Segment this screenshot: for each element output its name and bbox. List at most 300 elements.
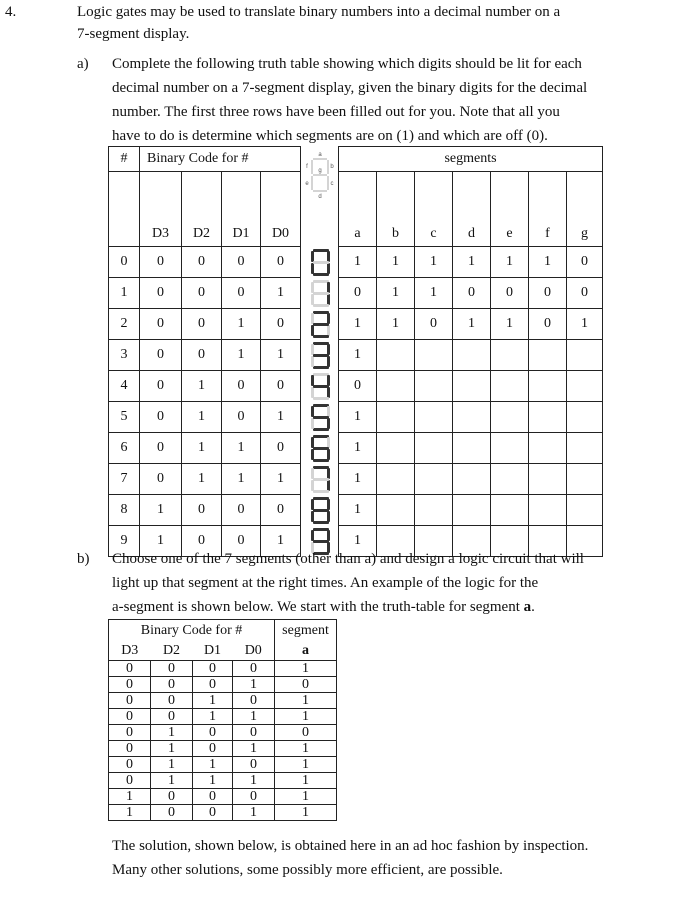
bit-cell-d2: 0: [182, 278, 222, 309]
segment-cell-f: [529, 433, 567, 464]
segment-a-truth-table: [108, 619, 337, 821]
segment-f: [311, 282, 314, 293]
seven-segment-digit-5: [307, 402, 333, 433]
bit-cell-d0: 1: [261, 526, 301, 557]
legend-segment-g: [313, 174, 327, 176]
segment-g: [313, 385, 329, 388]
bit-cell-d3: 0: [140, 278, 182, 309]
t2-segment-a-cell: 1: [275, 805, 337, 821]
segment-c: [327, 387, 330, 398]
segment-cell-c: 0: [415, 309, 453, 340]
segment-d: [313, 335, 329, 338]
part-b-line-1: Choose one of the 7 segments (other than a) and design a logic circuit that will: [112, 551, 584, 567]
digit-display-cell: [301, 340, 339, 371]
t2-bit-cell-d3: 0: [109, 693, 151, 709]
segment-cell-e: [491, 402, 529, 433]
bit-cell-d0: 0: [261, 247, 301, 278]
segment-d: [313, 459, 329, 462]
segment-f: [311, 251, 314, 262]
t2-bit-cell-d1: 1: [193, 693, 233, 709]
segment-c: [327, 511, 330, 522]
bit-cell-d1: 0: [222, 495, 261, 526]
t2-segment-a-cell: 1: [275, 709, 337, 725]
part-a-line-2: decimal number on a 7-segment display, given the binary digits for the decimal: [112, 80, 588, 96]
blank-cell: [491, 172, 529, 223]
bit-cell-d3: 0: [140, 402, 182, 433]
segment-c: [327, 418, 330, 429]
segment-cell-a: 1: [339, 340, 377, 371]
segment-a: [313, 497, 329, 500]
t2-bit-cell-d1: 1: [193, 757, 233, 773]
segment-cell-f: 0: [529, 278, 567, 309]
blank-cell: [339, 172, 377, 223]
table-row: [109, 709, 337, 725]
segment-cell-a: 1: [339, 464, 377, 495]
bit-header-d3: D3: [140, 222, 182, 247]
t2-bit-cell-d0: 1: [233, 805, 275, 821]
bit-cell-d0: 0: [261, 371, 301, 402]
t2-bit-cell-d1: 0: [193, 677, 233, 693]
table-row: [109, 278, 603, 309]
bit-cell-d0: 1: [261, 464, 301, 495]
segment-a: [313, 373, 329, 376]
t2-bit-cell-d2: 0: [151, 709, 193, 725]
bit-cell-d1: 1: [222, 309, 261, 340]
blank-cell: [222, 172, 261, 223]
blank-cell: [109, 172, 140, 223]
t2-bit-cell-d0: 0: [233, 789, 275, 805]
segment-cell-d: 0: [453, 278, 491, 309]
bit-cell-d3: 0: [140, 371, 182, 402]
legend-letter-c: c: [330, 180, 333, 187]
segment-cell-c: [415, 495, 453, 526]
seg-header-f: f: [529, 222, 567, 247]
table-row: [109, 433, 603, 464]
segment-cell-g: [567, 433, 603, 464]
table-row: [109, 677, 337, 693]
row-number: 9: [109, 526, 140, 557]
t2-bit-cell-d2: 1: [151, 773, 193, 789]
segment-a: [313, 435, 329, 438]
bit-cell-d3: 0: [140, 340, 182, 371]
segment-cell-c: 1: [415, 247, 453, 278]
segment-cell-d: 1: [453, 247, 491, 278]
row-number: 2: [109, 309, 140, 340]
segment-a: [313, 404, 329, 407]
segment-cell-e: 0: [491, 278, 529, 309]
segment-e: [311, 511, 314, 522]
segment-a: [313, 466, 329, 469]
segment-b: [327, 282, 330, 293]
table-row: [109, 464, 603, 495]
segment-c: [327, 325, 330, 336]
t2-bit-cell-d3: 1: [109, 789, 151, 805]
row-number: 7: [109, 464, 140, 495]
segment-cell-f: [529, 371, 567, 402]
legend-segment-b: [327, 160, 329, 174]
seven-segment-digit-4: [307, 371, 333, 402]
segment-truth-table: [108, 146, 603, 557]
t2-bit-header-d1: D1: [203, 642, 222, 658]
segment-cell-e: 1: [491, 309, 529, 340]
segment-cell-a: 1: [339, 526, 377, 557]
segment-g: [313, 509, 329, 512]
t2-bit-cell-d2: 0: [151, 661, 193, 677]
t2-bit-cell-d2: 0: [151, 693, 193, 709]
seg-header-b: b: [377, 222, 415, 247]
table-row: [109, 247, 603, 278]
part-a-line-4: have to do is determine which segments are on (1) and which are off (0).: [112, 128, 548, 144]
t2-bit-header-d3: D3: [109, 641, 151, 661]
segment-d: [313, 521, 329, 524]
bit-cell-d2: 1: [182, 402, 222, 433]
segment-f: [311, 468, 314, 479]
t2-bit-cell-d0: 1: [233, 773, 275, 789]
segment-cell-g: [567, 371, 603, 402]
seven-segment-digit-7: [307, 464, 333, 495]
bit-cell-d2: 0: [182, 495, 222, 526]
digit-display-cell: [301, 278, 339, 309]
bit-cell-d1: 0: [222, 526, 261, 557]
row-number: 4: [109, 371, 140, 402]
digit-display-cell: [301, 309, 339, 340]
part-a-line-1: Complete the following truth table showing which digits should be lit for each: [112, 56, 582, 72]
row-number: 0: [109, 247, 140, 278]
segment-g: [313, 323, 329, 326]
bit-cell-d2: 0: [182, 309, 222, 340]
bit-cell-d2: 1: [182, 433, 222, 464]
bit-cell-d0: 1: [261, 402, 301, 433]
seven-segment-digit-1: [307, 278, 333, 309]
segment-c: [327, 449, 330, 460]
bit-cell-d1: 1: [222, 464, 261, 495]
segment-cell-e: [491, 340, 529, 371]
segment-cell-f: 1: [529, 247, 567, 278]
legend-segment-a: [313, 158, 327, 160]
segment-cell-d: [453, 340, 491, 371]
seven-segment-digit-8: [307, 495, 333, 526]
segment-cell-e: [491, 495, 529, 526]
table-row: [109, 773, 337, 789]
segment-a: [313, 280, 329, 283]
segment-cell-g: 1: [567, 309, 603, 340]
seg-header-d: d: [453, 222, 491, 247]
segment-a: [313, 342, 329, 345]
segment-cell-b: 1: [377, 278, 415, 309]
part-a-line-3: number. The first three rows have been filled out for you. Note that all you: [112, 104, 560, 120]
intro-line-2: 7-segment display.: [77, 26, 190, 42]
segment-d: [313, 366, 329, 369]
bit-cell-d1: 0: [222, 278, 261, 309]
t2-segment-a-cell: 1: [275, 693, 337, 709]
segment-c: [327, 356, 330, 367]
bit-cell-d1: 0: [222, 371, 261, 402]
table-row: [109, 741, 337, 757]
blank-cell: [453, 172, 491, 223]
bit-cell-d0: 1: [261, 340, 301, 371]
t2-binary-header: Binary Code for #: [109, 620, 275, 642]
segment-f: [311, 406, 314, 417]
t2-bit-cell-d3: 0: [109, 709, 151, 725]
bit-cell-d3: 1: [140, 526, 182, 557]
segment-cell-d: 1: [453, 309, 491, 340]
segments-header: segments: [339, 147, 603, 172]
t2-bit-cell-d0: 0: [233, 725, 275, 741]
t2-bit-header-d0: D0: [244, 642, 262, 658]
segment-cell-g: [567, 464, 603, 495]
t2-bit-cell-d2: 0: [151, 677, 193, 693]
segment-e: [311, 449, 314, 460]
segment-cell-a: 0: [339, 371, 377, 402]
segment-e: [311, 325, 314, 336]
segment-legend-diagram: [302, 149, 338, 215]
segment-cell-a: 1: [339, 433, 377, 464]
blank-cell: [301, 222, 339, 247]
segment-cell-g: [567, 402, 603, 433]
segment-cell-b: [377, 371, 415, 402]
t2-bit-cell-d3: 1: [109, 805, 151, 821]
table-row: [109, 757, 337, 773]
segment-e: [311, 356, 314, 367]
seg-header-g: g: [567, 222, 603, 247]
table-row: [109, 340, 603, 371]
part-b-line-3-text: a-segment is shown below. We start with the truth-table for segment: [112, 599, 520, 615]
segment-a: [313, 311, 329, 314]
bit-header-d0: D0: [261, 222, 301, 247]
t2-segment-a-cell: 0: [275, 677, 337, 693]
segment-d: [313, 273, 329, 276]
bit-cell-d2: 1: [182, 464, 222, 495]
segment-e: [311, 418, 314, 429]
t2-bit-header-d2: D2: [162, 642, 181, 658]
segment-b: [327, 406, 330, 417]
t2-segment-a-cell: 1: [275, 773, 337, 789]
digit-display-cell: [301, 402, 339, 433]
segment-cell-g: 0: [567, 278, 603, 309]
blank-cell: [377, 172, 415, 223]
segment-g: [313, 416, 329, 419]
segment-cell-c: [415, 433, 453, 464]
bit-cell-d1: 1: [222, 340, 261, 371]
part-b-label: b): [77, 551, 90, 567]
segment-cell-e: [491, 433, 529, 464]
t2-bit-cell-d0: 1: [233, 741, 275, 757]
table-row: [109, 309, 603, 340]
segment-e: [311, 480, 314, 491]
bit-cell-d0: 0: [261, 309, 301, 340]
legend-letter-g: g: [317, 167, 322, 174]
legend-segment-c: [327, 176, 329, 190]
t2-bit-cell-d1: 0: [193, 661, 233, 677]
t2-bit-cell-d2: 1: [151, 725, 193, 741]
table-row: [109, 495, 603, 526]
t2-bit-cell-d3: 0: [109, 741, 151, 757]
digit-display-cell: [301, 247, 339, 278]
seg-header-c: c: [415, 222, 453, 247]
table-row: [109, 402, 603, 433]
seg-header-a: a: [339, 222, 377, 247]
blank-cell: [261, 172, 301, 223]
legend-segment-d: [313, 190, 327, 192]
part-a-label: a): [77, 56, 89, 72]
bit-cell-d2: 0: [182, 526, 222, 557]
t2-bit-cell-d3: 0: [109, 661, 151, 677]
bit-cell-d3: 0: [140, 309, 182, 340]
table-row: [109, 693, 337, 709]
row-number: 5: [109, 402, 140, 433]
t2-segment-a-cell: 1: [275, 661, 337, 677]
digit-display-cell: [301, 495, 339, 526]
segment-cell-f: 0: [529, 309, 567, 340]
segment-b: [327, 313, 330, 324]
table-row: [109, 805, 337, 821]
bit-cell-d2: 0: [182, 340, 222, 371]
t2-bit-cell-d1: 1: [193, 709, 233, 725]
segment-cell-b: [377, 433, 415, 464]
segment-d: [313, 397, 329, 400]
segment-f: [311, 344, 314, 355]
t2-bit-cell-d0: 0: [233, 693, 275, 709]
t2-seg-label: a: [275, 641, 337, 661]
segment-e: [311, 294, 314, 305]
seg-header-e: e: [491, 222, 529, 247]
part-b-line-2: light up that segment at the right times. An example of the logic for the: [112, 575, 539, 591]
table-row: [109, 661, 337, 677]
blank-cell: [415, 172, 453, 223]
segment-g: [313, 478, 329, 481]
legend-letter-d: d: [317, 193, 322, 200]
seven-segment-digit-0: [307, 247, 333, 278]
segment-cell-b: [377, 495, 415, 526]
segment-b: [327, 468, 330, 479]
bit-cell-d1: 0: [222, 402, 261, 433]
bit-cell-d3: 0: [140, 464, 182, 495]
segment-cell-d: [453, 495, 491, 526]
segment-cell-a: 0: [339, 278, 377, 309]
t2-bit-cell-d0: 1: [233, 677, 275, 693]
binary-code-header: Binary Code for #: [140, 147, 301, 172]
segment-cell-e: 1: [491, 247, 529, 278]
seven-segment-digit-2: [307, 309, 333, 340]
segment-g: [313, 540, 329, 543]
segment-g: [313, 447, 329, 450]
row-number: 6: [109, 433, 140, 464]
segment-cell-e: [491, 464, 529, 495]
segment-cell-b: 1: [377, 309, 415, 340]
segment-cell-c: 1: [415, 278, 453, 309]
segment-cell-e: [491, 371, 529, 402]
segment-cell-b: [377, 464, 415, 495]
segment-cell-d: [453, 402, 491, 433]
bit-cell-d3: 0: [140, 433, 182, 464]
t2-segment-a-cell: 0: [275, 725, 337, 741]
segment-cell-f: [529, 495, 567, 526]
segment-b: [327, 530, 330, 541]
t2-bit-cell-d0: 0: [233, 757, 275, 773]
closing-line-2: Many other solutions, some possibly more efficient, are possible.: [112, 862, 503, 878]
blank-cell: [567, 172, 603, 223]
t2-segment-header: segment: [275, 620, 337, 642]
legend-segment-f: [311, 160, 313, 174]
legend-letter-b: b: [329, 163, 334, 170]
segment-cell-c: [415, 464, 453, 495]
bit-cell-d0: 1: [261, 278, 301, 309]
closing-line-1: The solution, shown below, is obtained here in an ad hoc fashion by inspection.: [112, 838, 589, 854]
bit-cell-d0: 0: [261, 433, 301, 464]
seven-segment-digit-6: [307, 433, 333, 464]
segment-f: [311, 530, 314, 541]
segment-f: [311, 375, 314, 386]
segment-cell-a: 1: [339, 495, 377, 526]
segment-cell-a: 1: [339, 247, 377, 278]
t2-bit-cell-d2: 0: [151, 789, 193, 805]
t2-segment-a-cell: 1: [275, 757, 337, 773]
blank-cell: [182, 172, 222, 223]
segment-cell-c: [415, 340, 453, 371]
digit-display-cell: [301, 371, 339, 402]
segment-cell-g: 0: [567, 247, 603, 278]
t2-bit-cell-d1: 0: [193, 741, 233, 757]
table-row: [109, 725, 337, 741]
segment-cell-g: [567, 340, 603, 371]
seven-segment-digit-3: [307, 340, 333, 371]
legend-letter-a: a: [317, 151, 322, 158]
table-row: [109, 789, 337, 805]
bit-cell-d2: 1: [182, 371, 222, 402]
row-number: 1: [109, 278, 140, 309]
segment-c: [327, 480, 330, 491]
row-number: 8: [109, 495, 140, 526]
row-number: 3: [109, 340, 140, 371]
table-row: [109, 371, 603, 402]
t2-bit-cell-d3: 0: [109, 773, 151, 789]
t2-bit-cell-d1: 0: [193, 789, 233, 805]
t2-bit-cell-d1: 0: [193, 725, 233, 741]
segment-cell-d: [453, 464, 491, 495]
legend-segment-e: [311, 176, 313, 190]
segment-b: [327, 375, 330, 386]
segment-g: [313, 292, 329, 295]
segment-c: [327, 294, 330, 305]
segment-b: [327, 437, 330, 448]
segment-cell-c: [415, 371, 453, 402]
t2-segment-a-cell: 1: [275, 789, 337, 805]
segment-g: [313, 261, 329, 264]
segment-f: [311, 437, 314, 448]
t2-bit-cell-d0: 1: [233, 709, 275, 725]
blank-cell: [109, 222, 140, 247]
segment-d: [313, 490, 329, 493]
segment-f: [311, 499, 314, 510]
t2-bit-cell-d2: 0: [151, 805, 193, 821]
t2-bit-cell-d1: 1: [193, 773, 233, 789]
segment-a: [313, 528, 329, 531]
segment-d: [313, 304, 329, 307]
segment-b: [327, 344, 330, 355]
t2-bit-cell-d0: 0: [233, 661, 275, 677]
intro-line-1: Logic gates may be used to translate binary numbers into a decimal number on a: [77, 4, 561, 20]
t2-bit-cell-d2: 1: [151, 757, 193, 773]
segment-cell-c: [415, 402, 453, 433]
segment-cell-g: [567, 495, 603, 526]
segment-b: [327, 251, 330, 262]
part-b-line-3-end: .: [531, 599, 535, 615]
segment-e: [311, 263, 314, 274]
blank-cell: [140, 172, 182, 223]
t2-segment-a-cell: 1: [275, 741, 337, 757]
segment-cell-a: 1: [339, 309, 377, 340]
segment-f: [311, 313, 314, 324]
